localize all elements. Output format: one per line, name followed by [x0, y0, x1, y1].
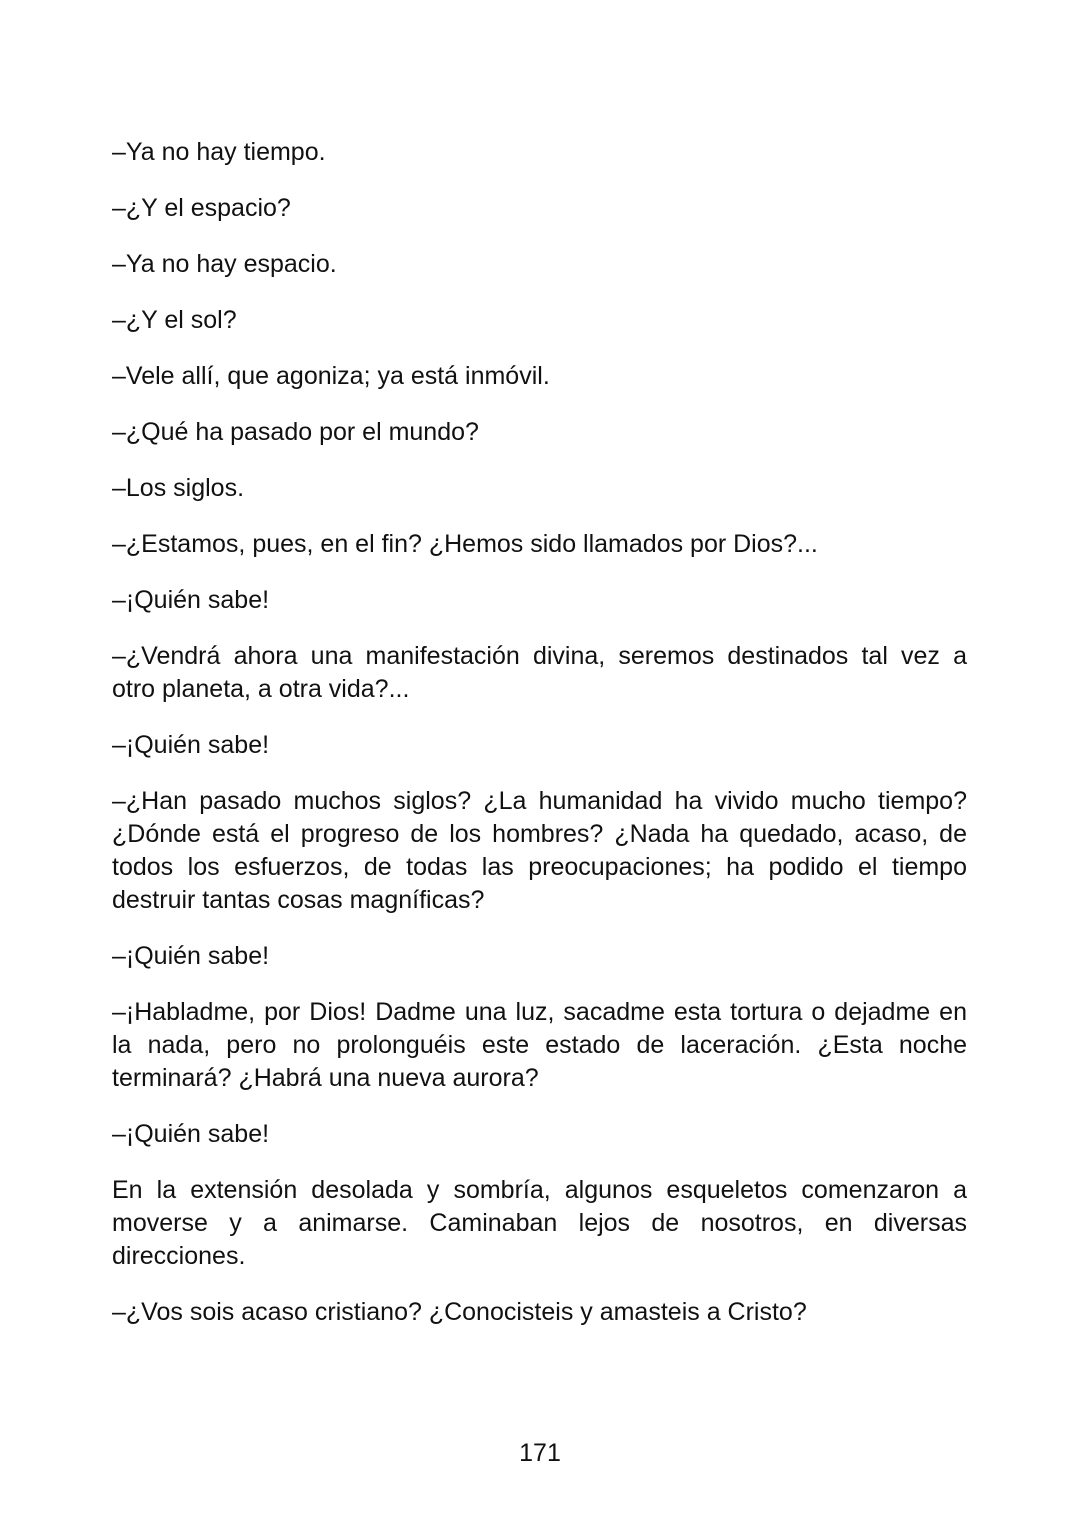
paragraph	[112, 940, 967, 973]
text-block	[112, 136, 967, 1352]
text-line: moverse y a animarse. Caminaban lejos de nosotros, en diversas	[112, 1209, 967, 1237]
text-line: –¿Estamos, pues, en el fin? ¿Hemos sido llamados por Dios?...	[112, 530, 818, 558]
paragraph	[112, 248, 967, 281]
text-line: terminará? ¿Habrá una nueva aurora?	[112, 1064, 539, 1092]
paragraph	[112, 1296, 967, 1329]
paragraph	[112, 192, 967, 225]
paragraph	[112, 729, 967, 762]
text-line: –¿Vos sois acaso cristiano? ¿Conocisteis y amasteis a Cristo?	[112, 1298, 807, 1326]
text-line: –¡Quién sabe!	[112, 942, 270, 970]
text-line: –¡Quién sabe!	[112, 731, 270, 759]
text-line: –¿Han pasado muchos siglos? ¿La humanidad ha vivido mucho tiempo?	[112, 787, 967, 815]
text-line: –Ya no hay tiempo.	[112, 138, 326, 166]
paragraph	[112, 640, 967, 706]
text-line: En la extensión desolada y sombría, algunos esqueletos comenzaron a	[112, 1176, 967, 1204]
text-line: la nada, pero no prolonguéis este estado de laceración. ¿Esta noche	[112, 1031, 967, 1059]
text-line: –Los siglos.	[112, 474, 245, 502]
paragraph	[112, 1118, 967, 1151]
text-line: –¿Qué ha pasado por el mundo?	[112, 418, 479, 446]
text-line: –Vele allí, que agoniza; ya está inmóvil.	[112, 362, 550, 390]
text-line: –¿Vendrá ahora una manifestación divina, seremos destinados tal vez a	[112, 642, 967, 670]
paragraph	[112, 996, 967, 1095]
paragraph	[112, 785, 967, 917]
text-line: –¡Quién sabe!	[112, 586, 270, 614]
text-line: otro planeta, a otra vida?...	[112, 675, 410, 703]
paragraph	[112, 360, 967, 393]
text-line: –¿Y el sol?	[112, 306, 237, 334]
text-line: –¡Quién sabe!	[112, 1120, 270, 1148]
paragraph	[112, 304, 967, 337]
paragraph	[112, 472, 967, 505]
text-line: –Ya no hay espacio.	[112, 250, 337, 278]
text-line: todos los esfuerzos, de todas las preocupaciones; ha podido el tiempo	[112, 853, 967, 881]
paragraph	[112, 584, 967, 617]
text-line: destruir tantas cosas magníficas?	[112, 886, 485, 914]
paragraph	[112, 416, 967, 449]
text-line: direcciones.	[112, 1242, 246, 1270]
text-line: –¿Y el espacio?	[112, 194, 291, 222]
text-line: –¡Habladme, por Dios! Dadme una luz, sacadme esta tortura o dejadme en	[112, 998, 967, 1026]
text-line: ¿Dónde está el progreso de los hombres? ¿Nada ha quedado, acaso, de	[112, 820, 967, 848]
paragraph	[112, 528, 967, 561]
paragraph	[112, 1174, 967, 1273]
page-number: 171	[519, 1439, 561, 1467]
paragraph	[112, 136, 967, 169]
